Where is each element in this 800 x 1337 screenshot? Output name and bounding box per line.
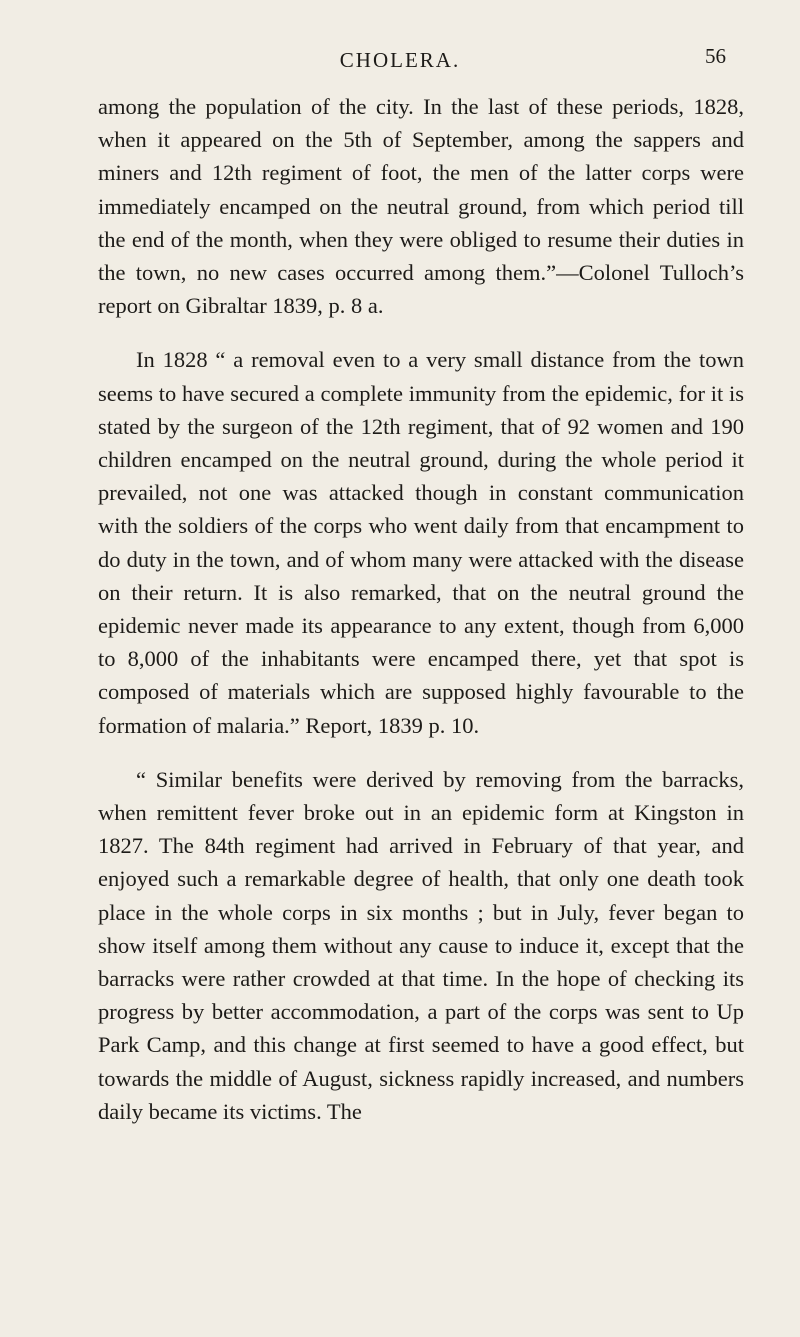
paragraph-similar-benefits: “ Similar benefits were derived by removing from the barracks, when remittent fever broke out in an epidemic form at Kingston in 1827. The 84th regiment had arrived in February of that year, and enjoyed such a remarkable degree of health, that only one death took place in the whole corps in six months ; but in July, fever began to show itself among them without any cause to induce it, except that the barracks were rather crowded at that time. In the hope of checking its progress by better accommodation, a part of the corps was sent to Up Park Camp, and this change at first seemed to have a good effect, but towards the middle of August, sickness rapidly increased, and numbers daily became its victims. The — [98, 766, 744, 1124]
running-title: CHOLERA. — [339, 48, 461, 72]
running-head — [0, 44, 800, 76]
paragraph-report-1828: In 1828 “ a removal even to a very small distance from the town seems to have secured a complete immunity from the epidemic, for it is stated by the surgeon of the 12th regiment, that of 92 women and 190 children encamped on the neutral ground, during the whole period it prevailed, not one was attacked though in constant communication with the soldiers of the corps who went daily from that encampment to do duty in the town, and of whom many were attacked with the disease on their return. It is also remarked, that on the neutral ground the epidemic never made its appearance to any extent, though from 6,000 to 8,000 of the inhabitants were encamped there, yet that spot is composed of materials which are supposed highly favourable to the formation of malaria.” Report, 1839 p. 10. — [98, 347, 744, 738]
paragraph-continued: among the population of the city. In the last of these periods, 1828, when it appeared on the 5th of September, among the sappers and miners and 12th regiment of foot, the men of the latter corps were immediately encamped on the neutral ground, from which period till the end of the month, when they were obliged to resume their duties in the town, no new cases occurred among them.”—Colonel Tulloch’s report on Gibraltar 1839, p. 8 a. — [98, 94, 744, 319]
body-text — [98, 90, 744, 1149]
page-number: 56 — [705, 44, 726, 68]
